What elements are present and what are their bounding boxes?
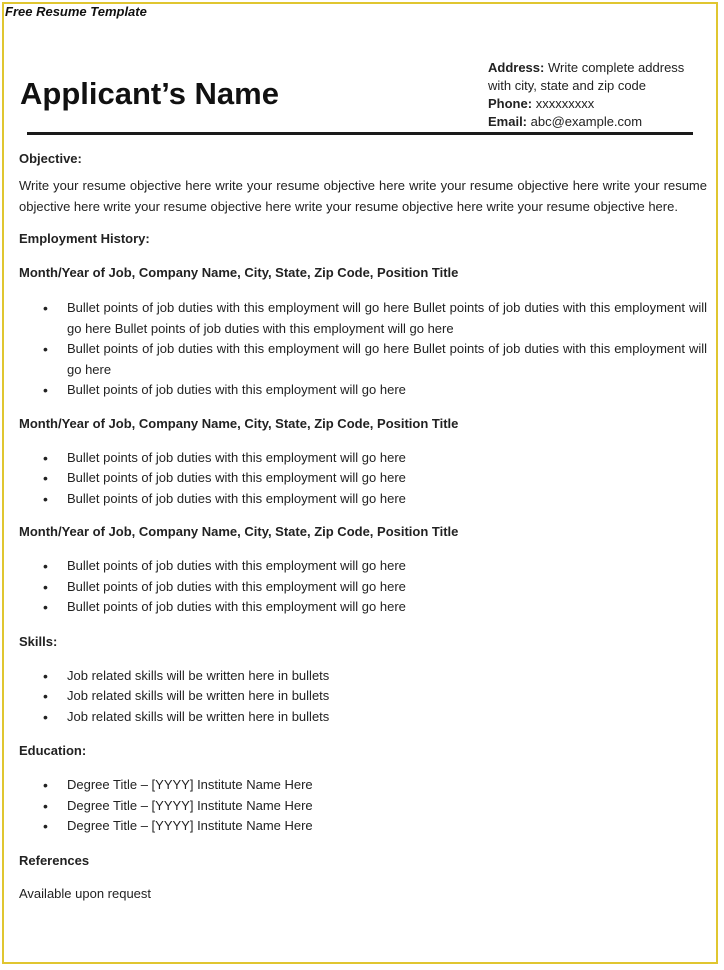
phone-value: xxxxxxxxx (535, 96, 595, 111)
education-item: • Degree Title – [YYYY] Institute Name Here (19, 816, 707, 837)
job-title: Month/Year of Job, Company Name, City, State, Zip Code, Position Title (19, 265, 459, 280)
objective-heading: Objective: (19, 151, 82, 166)
phone-label: Phone: (488, 96, 533, 111)
header-divider (27, 132, 693, 135)
job-title: Month/Year of Job, Company Name, City, State, Zip Code, Position Title (19, 524, 459, 539)
address-line (488, 59, 684, 77)
job-duty-item: • Bullet points of job duties with this employment will go here (19, 448, 707, 469)
phone-line (488, 95, 684, 113)
applicant-name: Applicant’s Name (20, 76, 279, 111)
job-duty-item: • Bullet points of job duties with this employment will go here (19, 597, 707, 618)
references-text: Available upon request (19, 885, 152, 901)
job-duty-item: • Bullet points of job duties with this employment will go here (19, 556, 707, 577)
skill-item: • Job related skills will be written here in bullets (19, 707, 707, 728)
job-duties-list (19, 556, 707, 618)
job-duty-item: • Bullet points of job duties with this employment will go here (19, 577, 707, 598)
job-duty-item: • Bullet points of job duties with this employment will go here (19, 489, 707, 510)
job-duty-item: • Bullet points of job duties with this employment will go here Bullet points of job duties with this employment will go here (19, 339, 707, 380)
job-duty-item: • Bullet points of job duties with this employment will go here Bullet points of job duties with this employment will go here Bullet points of job duties with this employment will go here (19, 298, 707, 339)
resume-body (19, 150, 707, 903)
template-caption: Free Resume Template (5, 4, 147, 19)
education-item: • Degree Title – [YYYY] Institute Name Here (19, 775, 707, 796)
references-heading: References (19, 852, 90, 868)
contact-block (488, 59, 684, 131)
skill-item: • Job related skills will be written here in bullets (19, 686, 707, 707)
job-duties-list (19, 448, 707, 510)
job-title: Month/Year of Job, Company Name, City, State, Zip Code, Position Title (19, 415, 459, 431)
address-value-line2: with city, state and zip code (488, 78, 647, 93)
skills-list (19, 666, 707, 728)
employment-heading: Employment History: (19, 231, 150, 246)
job-duty-item: • Bullet points of job duties with this employment will go here (19, 380, 707, 401)
address-value-line1: Write complete address (547, 60, 685, 75)
skill-item: • Job related skills will be written here in bullets (19, 666, 707, 687)
education-list (19, 775, 707, 837)
email-line (488, 113, 684, 131)
email-label: Email: (488, 114, 528, 129)
address-label: Address: (488, 60, 545, 75)
skills-heading: Skills: (19, 633, 58, 649)
education-item: • Degree Title – [YYYY] Institute Name Here (19, 796, 707, 817)
job-duty-item: • Bullet points of job duties with this employment will go here (19, 468, 707, 489)
email-value: abc@example.com (530, 114, 643, 129)
objective-text: Write your resume objective here write your resume objective here write your resume objective here write your resume objective here write your resume objective here write your resume objective here write your resume objective here. (19, 178, 707, 214)
education-heading: Education: (19, 743, 87, 758)
job-duties-list (19, 298, 707, 401)
